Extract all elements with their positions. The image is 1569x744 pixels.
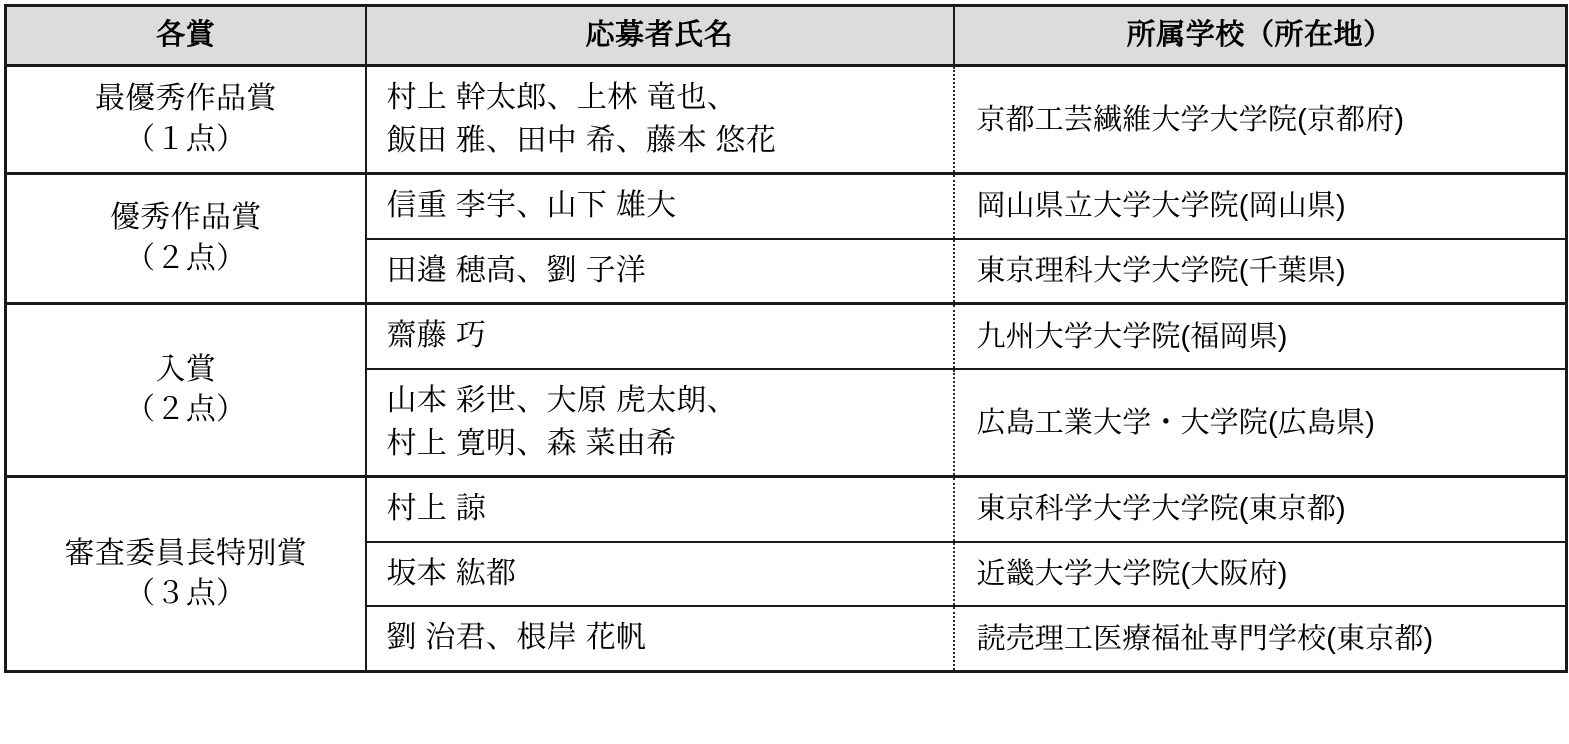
applicant-name-line: 山本 彩世、大原 虎太朗、 (386, 383, 738, 417)
applicant-names-cell (366, 369, 954, 477)
applicant-names-cell (366, 174, 954, 239)
school-cell: 東京理科大学大学院(千葉県) (954, 239, 1567, 304)
applicant-names-cell (366, 66, 954, 174)
applicant-name-line: 齋藤 巧 (386, 319, 487, 353)
award-count: （２点） (125, 393, 247, 427)
applicant-names-cell (366, 304, 954, 369)
award-count: （２点） (125, 241, 247, 275)
award-results-sheet (0, 4, 1569, 744)
header-school: 所属学校（所在地） (954, 6, 1567, 66)
award-name: 最優秀作品賞 (94, 82, 277, 116)
applicant-name-line: 村上 寛明、森 菜由希 (386, 426, 677, 460)
school-cell: 京都工芸繊維大学大学院(京都府) (954, 66, 1567, 174)
award-results-table (4, 4, 1568, 673)
applicant-names-cell (366, 606, 954, 671)
applicant-name-line: 田邉 穂高、劉 子洋 (386, 253, 647, 287)
applicant-names-cell (366, 239, 954, 304)
applicant-name-line: 飯田 雅、田中 希、藤本 悠花 (386, 123, 777, 157)
school-cell: 読売理工医療福祉専門学校(東京都) (954, 606, 1567, 671)
school-cell: 東京科学大学大学院(東京都) (954, 477, 1567, 542)
award-cell (6, 174, 366, 304)
award-count: （１点） (125, 122, 247, 156)
applicant-names-cell (366, 477, 954, 542)
applicant-name-line: 村上 幹太郎、上林 竜也、 (386, 81, 738, 114)
table-header-row (6, 6, 1567, 66)
applicant-name-line: 信重 李宇、山下 雄大 (386, 189, 677, 223)
award-name: 審査委員長特別賞 (64, 536, 307, 570)
applicant-name-line: 劉 治君、根岸 花帆 (386, 621, 647, 655)
applicant-name-line: 坂本 紘都 (386, 556, 517, 590)
award-name: 優秀作品賞 (110, 201, 262, 235)
header-names: 応募者氏名 (366, 6, 954, 66)
table-row (6, 174, 1567, 239)
award-cell (6, 304, 366, 477)
award-name: 入賞 (155, 352, 217, 386)
award-cell (6, 477, 366, 672)
header-award: 各賞 (6, 6, 366, 66)
table-body (6, 66, 1567, 672)
award-count: （３点） (125, 577, 247, 611)
award-cell (6, 66, 366, 174)
school-cell: 九州大学大学院(福岡県) (954, 304, 1567, 369)
school-cell: 近畿大学大学院(大阪府) (954, 542, 1567, 607)
table-header (6, 6, 1567, 66)
school-cell: 岡山県立大学大学院(岡山県) (954, 174, 1567, 239)
table-row (6, 477, 1567, 542)
table-row (6, 304, 1567, 369)
applicant-name-line: 村上 諒 (386, 492, 487, 526)
applicant-names-cell (366, 542, 954, 607)
table-row (6, 66, 1567, 174)
school-cell: 広島工業大学・大学院(広島県) (954, 369, 1567, 477)
